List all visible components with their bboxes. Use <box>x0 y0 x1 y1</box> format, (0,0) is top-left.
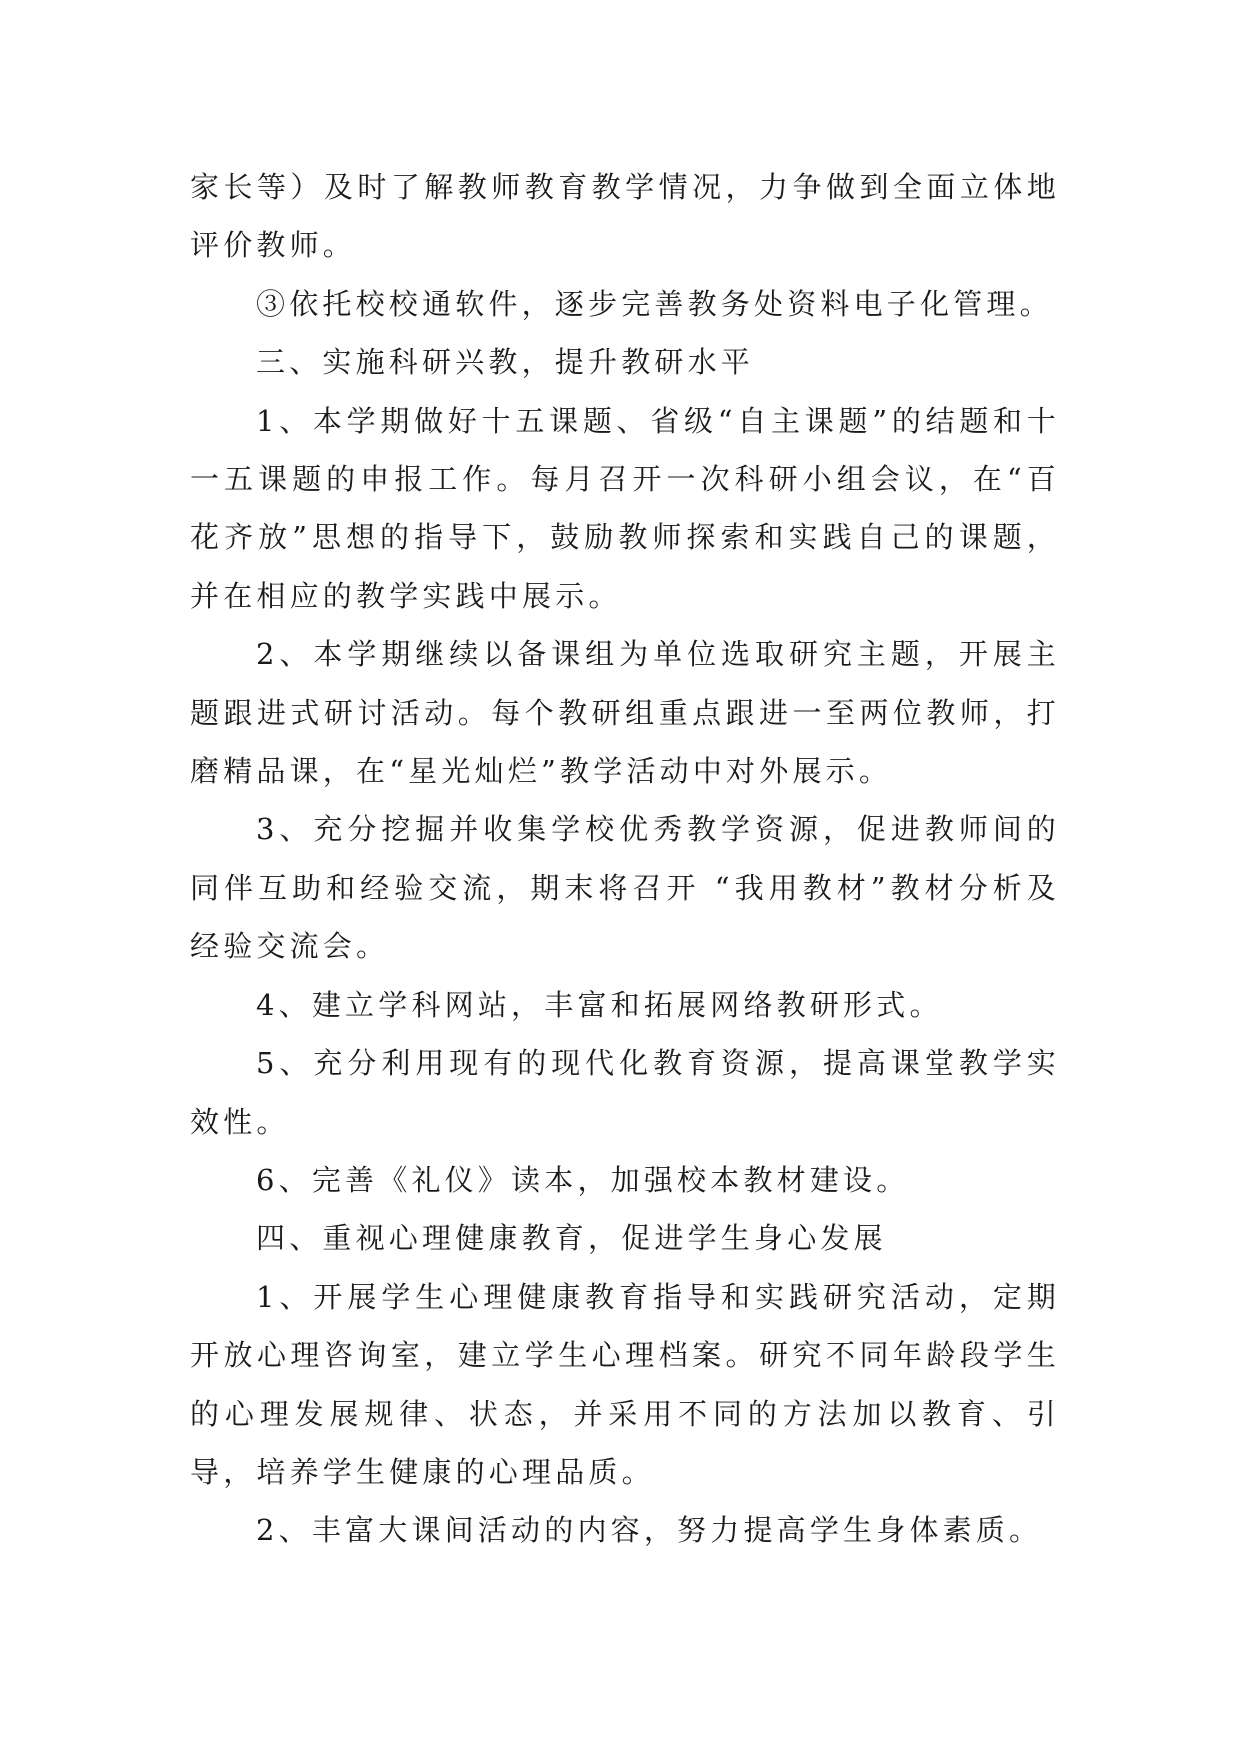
paragraph-research-item-1: 1、本学期做好十五课题、省级“自主课题”的结题和十一五课题的申报工作。每月召开一次科研小组会议，在“百花齐放”思想的指导下，鼓励教师探索和实践自己的课题，并在相应的教学实践中展示。 <box>190 403 1060 613</box>
paragraph-item-3-digital-management: ③依托校校通软件，逐步完善教务处资料电子化管理。 <box>256 286 1053 321</box>
paragraph-research-item-4: 4、建立学科网站，丰富和拓展网络教研形式。 <box>256 987 943 1022</box>
document-body <box>190 158 1060 1560</box>
paragraph-mental-health-item-2: 2、丰富大课间活动的内容，努力提高学生身体素质。 <box>256 1513 1043 1548</box>
paragraph-continued-evaluation: 家长等）及时了解教师教育教学情况，力争做到全面立体地评价教师。 <box>190 170 1060 263</box>
paragraph-research-item-3: 3、充分挖掘并收集学校优秀教学资源，促进教师间的同伴互助和经验交流，期末将召开 “我用教材”教材分析及经验交流会。 <box>190 812 1060 964</box>
paragraph-research-item-5: 5、充分利用现有的现代化教育资源，提高课堂教学实效性。 <box>190 1046 1060 1139</box>
paragraph-mental-health-item-1: 1、开展学生心理健康教育指导和实践研究活动，定期开放心理咨询室，建立学生心理档案。研究不同年龄段学生的心理发展规律、状态，并采用不同的方法加以教育、引导，培养学生健康的心理品质。 <box>190 1279 1060 1489</box>
paragraph-research-item-2: 2、本学期继续以备课组为单位选取研究主题，开展主题跟进式研讨活动。每个教研组重点跟进一至两位教师，打磨精品课，在“星光灿烂”教学活动中对外展示。 <box>190 637 1060 789</box>
section-heading-research: 三、实施科研兴教，提升教研水平 <box>256 345 755 380</box>
paragraph-research-item-6: 6、完善《礼仪》读本，加强校本教材建设。 <box>256 1162 910 1197</box>
section-heading-mental-health: 四、重视心理健康教育，促进学生身心发展 <box>256 1221 887 1256</box>
